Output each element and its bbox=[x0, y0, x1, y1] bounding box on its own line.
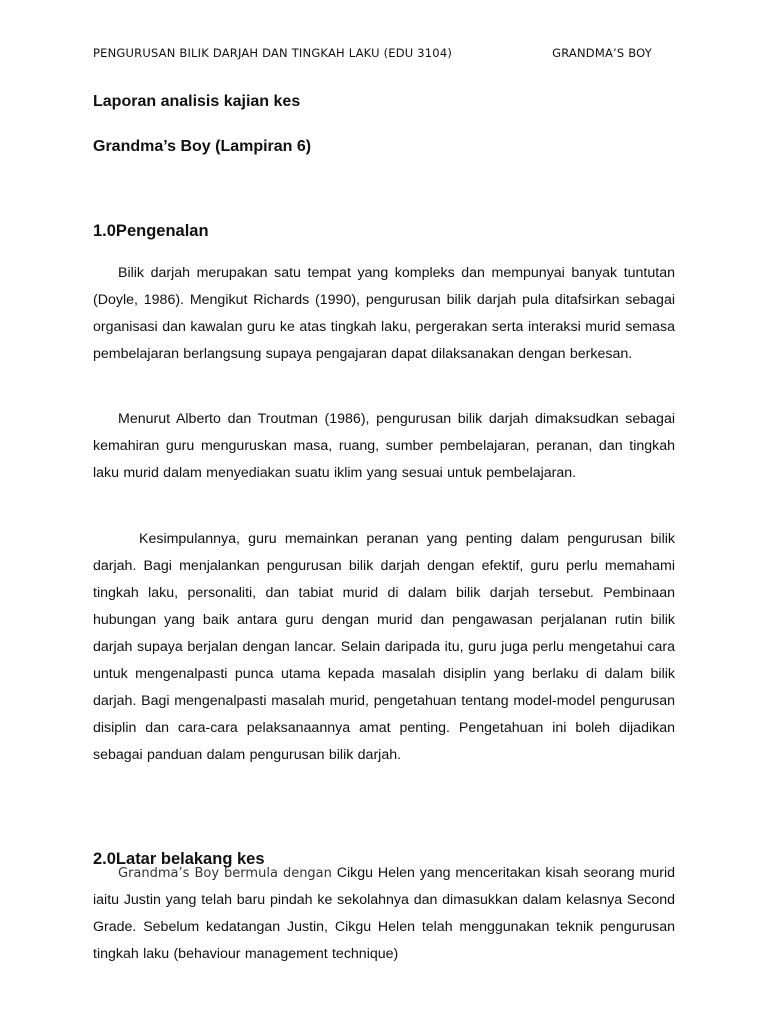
report-title: Laporan analisis kajian kes bbox=[93, 93, 301, 110]
header-course-title: PENGURUSAN BILIK DARJAH DAN TINGKAH LAKU (EDU 3104) bbox=[93, 46, 453, 60]
intro-paragraph-1: Bilik darjah merupakan satu tempat yang kompleks dan mempunyai banyak tuntutan (Doyle, 1986). Mengikut Richards (1990), pengurusan bilik darjah pula ditafsirkan sebagai organisasi dan kawalan guru ke atas tingkah laku, pergerakan serta interaksi murid semasa pembelajaran berlangsung supaya pengajaran dapat dilaksanakan dengan berkesan. bbox=[93, 265, 675, 362]
section-heading-background: 2.0Latar belakang kes bbox=[93, 850, 265, 868]
intro-paragraph-2: Menurut Alberto dan Troutman (1986), pengurusan bilik darjah dimaksudkan sebagai kemahiran guru menguruskan masa, ruang, sumber pembelajaran, peranan, dan tingkah laku murid dalam menyediakan suatu iklim yang sesuai untuk pembelajaran. bbox=[93, 411, 675, 481]
background-lead-text: Grandma’s Boy bermula dengan bbox=[118, 866, 332, 881]
section-heading-introduction: 1.0Pengenalan bbox=[93, 222, 209, 240]
header-case-title: GRANDMA’S BOY bbox=[552, 46, 652, 60]
background-text: Cikgu Helen yang menceritakan kisah seorang murid iaitu Justin yang telah baru pindah ke sekolahnya dan dimasukkan dalam kelasnya Second Grade. Sebelum kedatangan Justin, Cikgu Helen telah menggunakan teknik pengurusan tingkah laku (behaviour management technique) bbox=[93, 865, 675, 962]
background-paragraph-1 bbox=[93, 860, 675, 1010]
report-subtitle: Grandma’s Boy (Lampiran 6) bbox=[93, 138, 312, 155]
page-header bbox=[93, 46, 652, 60]
intro-paragraph-3: Kesimpulannya, guru memainkan peranan yang penting dalam pengurusan bilik darjah. Bagi menjalankan pengurusan bilik darjah dengan efektif, guru perlu memahami tingkah laku, personaliti, dan tabiat murid di dalam bilik darjah tersebut. Pembinaan hubungan yang baik antara guru dengan murid dan pengawasan perjalanan rutin bilik darjah supaya berjalan dengan lancar. Selain daripada itu, guru juga perlu mengetahui cara untuk mengenalpasti punca utama kepada masalah disiplin yang berlaku di dalam bilik darjah. Bagi mengenalpasti masalah murid, pengetahuan tentang model-model pengurusan disiplin dan cara-cara pelaksanaannya amat penting. Pengetahuan ini boleh dijadikan sebagai panduan dalam pengurusan bilik darjah. bbox=[93, 531, 675, 763]
